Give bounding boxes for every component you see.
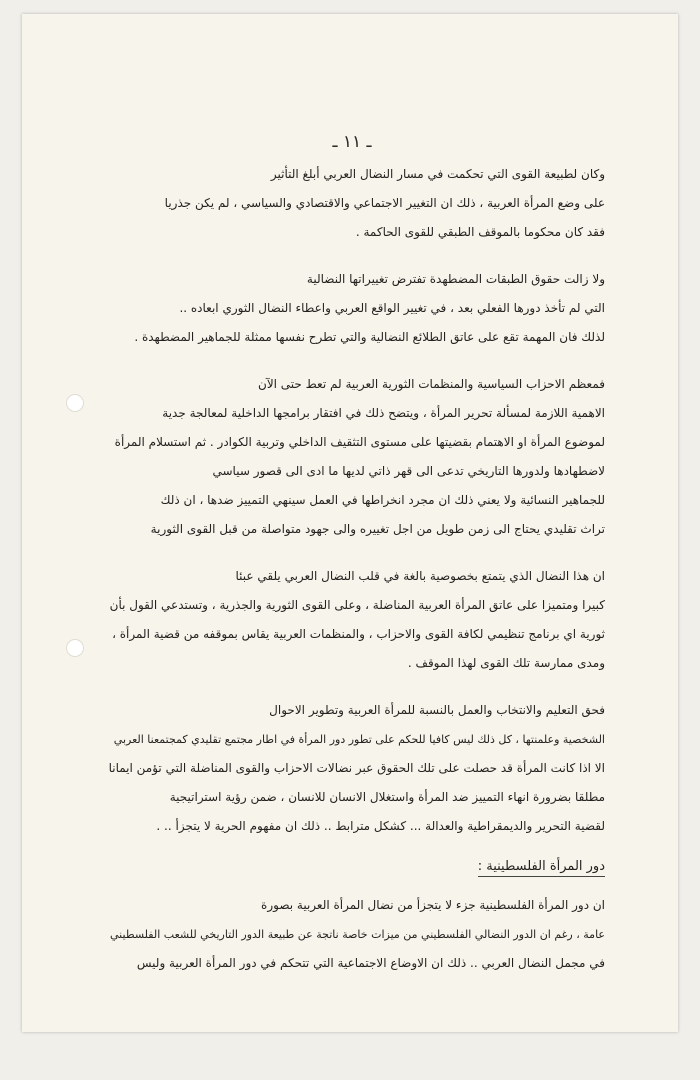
paragraph-2: [103, 265, 605, 352]
text-line: الاهمية اللازمة لمسألة تحرير المرأة ، ويتضح ذلك في افتقار برامجها الداخلية لمعالجة جدية: [162, 406, 605, 420]
text-line: ولا زالت حقوق الطبقات المضطهدة تفترض تغييراتها النضالية: [306, 272, 605, 286]
section-heading: [103, 853, 605, 881]
document-body: [103, 156, 605, 996]
text-line: ان دور المرأة الفلسطينية جزء لا يتجزأ من نضال المرأة العربية بصورة: [261, 898, 605, 912]
punch-hole-top: [66, 394, 84, 412]
text-line: في مجمل النضال العربي .. ذلك ان الاوضاع الاجتماعية التي تتحكم في دور المرأة العربية وليس: [136, 956, 605, 970]
paragraph-4: [103, 562, 605, 678]
text-line: كبيرا ومتميزا على عاتق المرأة العربية المناضلة ، وعلى القوى الثورية والجذرية ، وتستدعي القول بأن: [109, 598, 605, 612]
text-line: على وضع المرأة العربية ، ذلك ان التغيير الاجتماعي والاقتصادي والسياسي ، لم يكن جذريا: [164, 196, 605, 210]
text-line: التي لم تأخذ دورها الفعلي بعد ، في تغيير الواقع العربي واعطاء النضال الثوري ابعاده ..: [179, 301, 605, 315]
paragraph-3: [103, 370, 605, 544]
text-line: ثورية اي برنامج تنظيمي لكافة القوى والاحزاب ، والمنظمات العربية يقاس بموقفه من قضية المرأة ،: [112, 627, 605, 641]
text-line: لقضية التحرير والديمقراطية والعدالة ... كشكل مترابط .. ذلك ان مفهوم الحرية لا يتجزأ .. .: [156, 819, 605, 833]
paragraph-5: [103, 696, 605, 841]
text-line: لاضطهادها ولدورها التاريخي تدعى الى قهر ذاتي لديها ما ادى الى قصور سياسي: [212, 464, 605, 478]
text-line: مطلقا بضرورة انهاء التمييز ضد المرأة واستغلال الانسان للانسان ، ضمن رؤية استراتيجية: [169, 790, 605, 804]
text-line: ومدى ممارسة تلك القوى لهذا الموقف .: [407, 656, 605, 670]
page-number: ـ ١١ ـ: [332, 132, 372, 152]
text-line: عامة ، رغم ان الدور النضالي الفلسطيني من ميزات خاصة ناتجة عن طبيعة الدور التاريخي للشعب الفلسطيني: [110, 928, 605, 941]
paragraph-6: [103, 891, 605, 978]
text-line: الشخصية وعلمنتها ، كل ذلك ليس كافيا للحكم على تطور دور المرأة في اطار مجتمع تقليدي كمجتمعنا العربي: [113, 733, 605, 746]
text-line: ان هذا النضال الذي يتمتع بخصوصية بالغة في قلب النضال العربي يلقي عبئا: [235, 569, 605, 583]
text-line: وكان لطبيعة القوى التي تحكمت في مسار النضال العربي أبلغ التأثير: [270, 167, 605, 181]
text-line: لموضوع المرأة او الاهتمام بقضيتها على مستوى التثقيف الداخلي وتربية الكوادر . ثم استسلام المرأة: [114, 435, 605, 449]
text-line: فحق التعليم والانتخاب والعمل بالنسبة للمرأة العربية وتطوير الاحوال: [269, 703, 605, 717]
text-line: الا اذا كانت المرأة قد حصلت على تلك الحقوق عبر نضالات الاحزاب والقوى المناضلة التي تؤمن ايمانا: [108, 761, 605, 775]
section-heading-text: دور المرأة الفلسطينية :: [478, 859, 605, 877]
text-line: للجماهير النسائية ولا يعني ذلك ان مجرد انخراطها في العمل سينهي التمييز ضدها ، ان ذلك: [160, 493, 605, 507]
text-line: تراث تقليدي يحتاج الى زمن طويل من اجل تغييره والى جهود متواصلة من قبل القوى الثورية: [150, 522, 605, 536]
text-line: فمعظم الاحزاب السياسية والمنظمات الثورية العربية لم تعط حتى الآن: [258, 377, 605, 391]
punch-hole-bottom: [66, 639, 84, 657]
text-line: فقد كان محكوما بالموقف الطبقي للقوى الحاكمة .: [355, 225, 605, 239]
paragraph-1: [103, 160, 605, 247]
text-line: لذلك فان المهمة تقع على عاتق الطلائع النضالية والتي تطرح نفسها ممثلة للجماهير المضطهدة .: [134, 330, 605, 344]
